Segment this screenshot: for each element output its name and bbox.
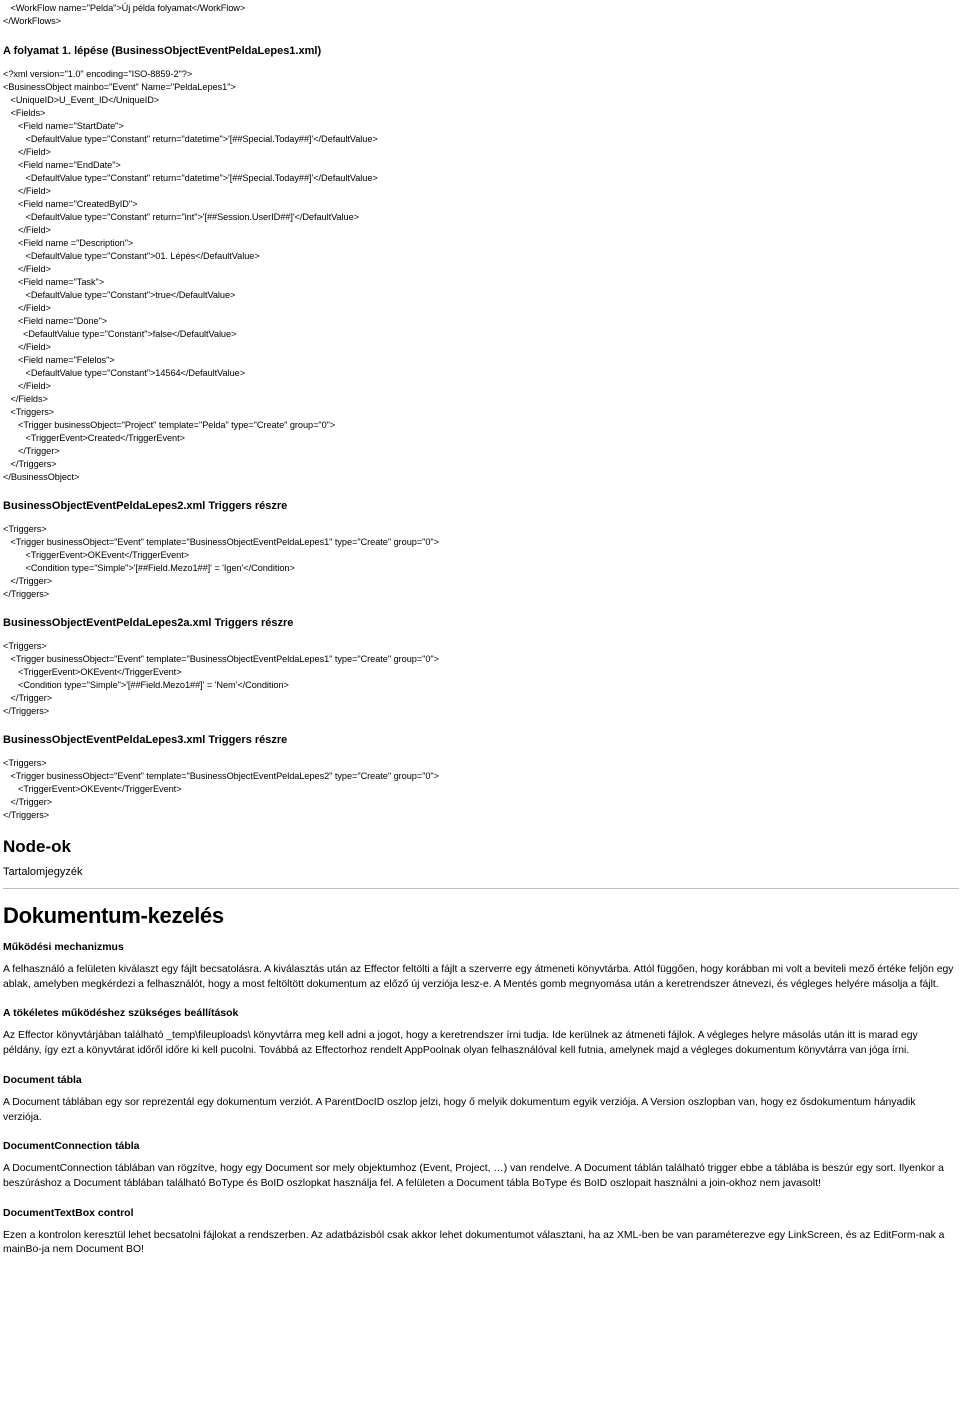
code-line: </Field> (3, 186, 51, 196)
code-line: </BusinessObject> (3, 472, 80, 482)
code-line: <DefaultValue type="Constant">false</DefaultValue> (3, 329, 237, 339)
code-line: <TriggerEvent>OKEvent</TriggerEvent> (3, 784, 182, 794)
code-line: <Triggers> (3, 641, 47, 651)
code-line: </WorkFlows> (3, 16, 61, 26)
section-heading: DocumentTextBox control (3, 1206, 134, 1219)
code-line: <DefaultValue type="Constant" return="int">'[##Session.UserID##]'</DefaultValue> (3, 212, 359, 222)
section-heading: DocumentConnection tábla (3, 1140, 140, 1153)
code-line: <BusinessObject mainbo="Event" Name="PeldaLepes1"> (3, 82, 236, 92)
code-line: <Trigger businessObject="Event" template="BusinessObjectEventPeldaLepes1" type="Create" group="0"> (3, 537, 439, 547)
code-line: </Fields> (3, 394, 48, 404)
code-line: </Field> (3, 381, 51, 391)
section-paragraph: Ezen a kontrolon keresztül lehet becsatolni fájlokat a rendszerben. Az adatbázisból csak akkor lehet dokumentumot választani, ha az XML-ben be van paraméterezve egy LinkScreen, és az EditForm-nak a mainBo-ja nem Document BO! (3, 1229, 945, 1256)
step2a-heading: BusinessObjectEventPeldaLepes2a.xml Triggers részre (3, 617, 294, 629)
code-line: <DefaultValue type="Constant" return="datetime">'[##Special.Today##]'</DefaultValue> (3, 134, 378, 144)
code-step2a (3, 640, 957, 718)
code-line: <Field name="Felelos"> (3, 355, 115, 365)
code-line: <Field name="CreatedByID"> (3, 199, 138, 209)
code-line: <Field name="Done"> (3, 316, 108, 326)
section-paragraph: A Document táblában egy sor reprezentál egy dokumentum verziót. A ParentDocID oszlop jelzi, hogy ő melyik dokumentum egyik verziója. A Version oszlopban van, hogy ez ősdokumentum hányadik verziója. (3, 1096, 916, 1123)
code-line: <?xml version="1.0" encoding="ISO-8859-2"?> (3, 69, 193, 79)
step3-heading: BusinessObjectEventPeldaLepes3.xml Triggers részre (3, 734, 288, 746)
code-line: <DefaultValue type="Constant">01. Lépés</DefaultValue> (3, 251, 260, 261)
code-line: </Trigger> (3, 693, 53, 703)
code-line: <DefaultValue type="Constant">true</DefaultValue> (3, 290, 236, 300)
code-line: <Condition type="Simple">'[##Field.Mezo1##]' = 'Nem'</Condition> (3, 680, 289, 690)
section-divider (3, 888, 959, 889)
code-line: </Field> (3, 147, 51, 157)
code-line: <DefaultValue type="Constant" return="datetime">'[##Special.Today##]'</DefaultValue> (3, 173, 378, 183)
code-line: </Triggers> (3, 459, 57, 469)
section-paragraph: Az Effector könyvtárjában található _temp\fileuploads\ könyvtárra meg kell adni a jogot, hogy a keretrendszer írni tudja. Ide kerülnek az átmeneti fájlok. A végleges helyre másolás után itt is marad egy példány, így ezt a könyvtárat időről időre ki kell pucolni. Továbbá az Effectorhoz rendelt AppPoolnak olyan felhasználóval kell futnia, amelynek majd a végleges dokumentum könyvtárra van jóga írni. (3, 1030, 918, 1057)
code-line: <Trigger businessObject="Project" template="Pelda" type="Create" group="0"> (3, 420, 336, 430)
code-step3 (3, 757, 957, 822)
code-line: <Trigger businessObject="Event" template="BusinessObjectEventPeldaLepes2" type="Create" group="0"> (3, 771, 439, 781)
code-line: <DefaultValue type="Constant">14564</DefaultValue> (3, 368, 246, 378)
section-heading: A tökéletes működéshez szükséges beállítások (3, 1007, 239, 1020)
code-line: </Trigger> (3, 446, 60, 456)
section-heading: Működési mechanizmus (3, 941, 124, 953)
code-line: <TriggerEvent>OKEvent</TriggerEvent> (3, 667, 182, 677)
step1-heading: A folyamat 1. lépése (BusinessObjectEventPeldaLepes1.xml) (3, 45, 322, 57)
code-line: </Triggers> (3, 589, 50, 599)
code-line: <TriggerEvent>Created</TriggerEvent> (3, 433, 185, 443)
code-line: </Triggers> (3, 810, 50, 820)
code-step1 (3, 68, 957, 484)
document-page (0, 2, 960, 1258)
code-line: <Triggers> (3, 407, 55, 417)
code-line: </Field> (3, 264, 51, 274)
nodeok-heading: Node-ok (3, 837, 71, 856)
code-line: <WorkFlow name="Pelda">Új példa folyamat</WorkFlow> (3, 3, 246, 13)
code-line: </Field> (3, 303, 51, 313)
step2-heading: BusinessObjectEventPeldaLepes2.xml Triggers részre (3, 500, 288, 512)
code-line: <TriggerEvent>OKEvent</TriggerEvent> (3, 550, 190, 560)
code-line: <UniqueID>U_Event_ID</UniqueID> (3, 95, 160, 105)
code-line: <Triggers> (3, 758, 47, 768)
code-line: <Trigger businessObject="Event" template="BusinessObjectEventPeldaLepes1" type="Create" group="0"> (3, 654, 439, 664)
section-heading: Document tábla (3, 1073, 82, 1086)
section-paragraph: A DocumentConnection táblában van rögzítve, hogy egy Document sor mely objektumhoz (Event, Project, …) van rendelve. A Document táblán található trigger ebbe a táblába is beszúr egy sort. Ilyenkor a beszúráshoz a Document táblában található BoType és BoID oszlopkat használja fel. A felületen a Document tábla BoType és BoID oszlopait használni a join-okhoz nem javasolt! (3, 1163, 944, 1189)
code-line: <Field name ="Description"> (3, 238, 134, 248)
doc-title: Dokumentum-kezelés (3, 903, 224, 928)
code-line: <Field name="Task"> (3, 277, 105, 287)
code-line: </Triggers> (3, 706, 50, 716)
code-line: <Field name="StartDate"> (3, 121, 124, 131)
code-line: <Condition type="Simple">'[##Field.Mezo1##]' = 'Igen'</Condition> (3, 563, 295, 573)
code-workflows-end (3, 2, 957, 28)
code-line: </Field> (3, 225, 51, 235)
code-line: </Field> (3, 342, 51, 352)
code-line: <Triggers> (3, 524, 47, 534)
code-line: </Trigger> (3, 797, 53, 807)
code-line: <Fields> (3, 108, 46, 118)
toc-link[interactable]: Tartalomjegyzék (3, 866, 83, 878)
code-step2 (3, 523, 957, 601)
code-line: </Trigger> (3, 576, 53, 586)
code-line: <Field name="EndDate"> (3, 160, 121, 170)
section-paragraph: A felhasználó a felületen kiválaszt egy fájlt becsatolásra. A kiválasztás után az Effector feltölti a fájlt a szerverre egy átmeneti könyvtárba. Attól függően, hogy korábban mi volt a beviteli mező értéke feljön egy ablak, amelyben megkérdezi a felhasználót, hogy a most feltöltött dokumentum az előző új verziója lesz-e. A Mentés gomb megnyomása után a keretrendszer átnevezi, és végleges helyére másolja a fájlt. (3, 964, 954, 990)
